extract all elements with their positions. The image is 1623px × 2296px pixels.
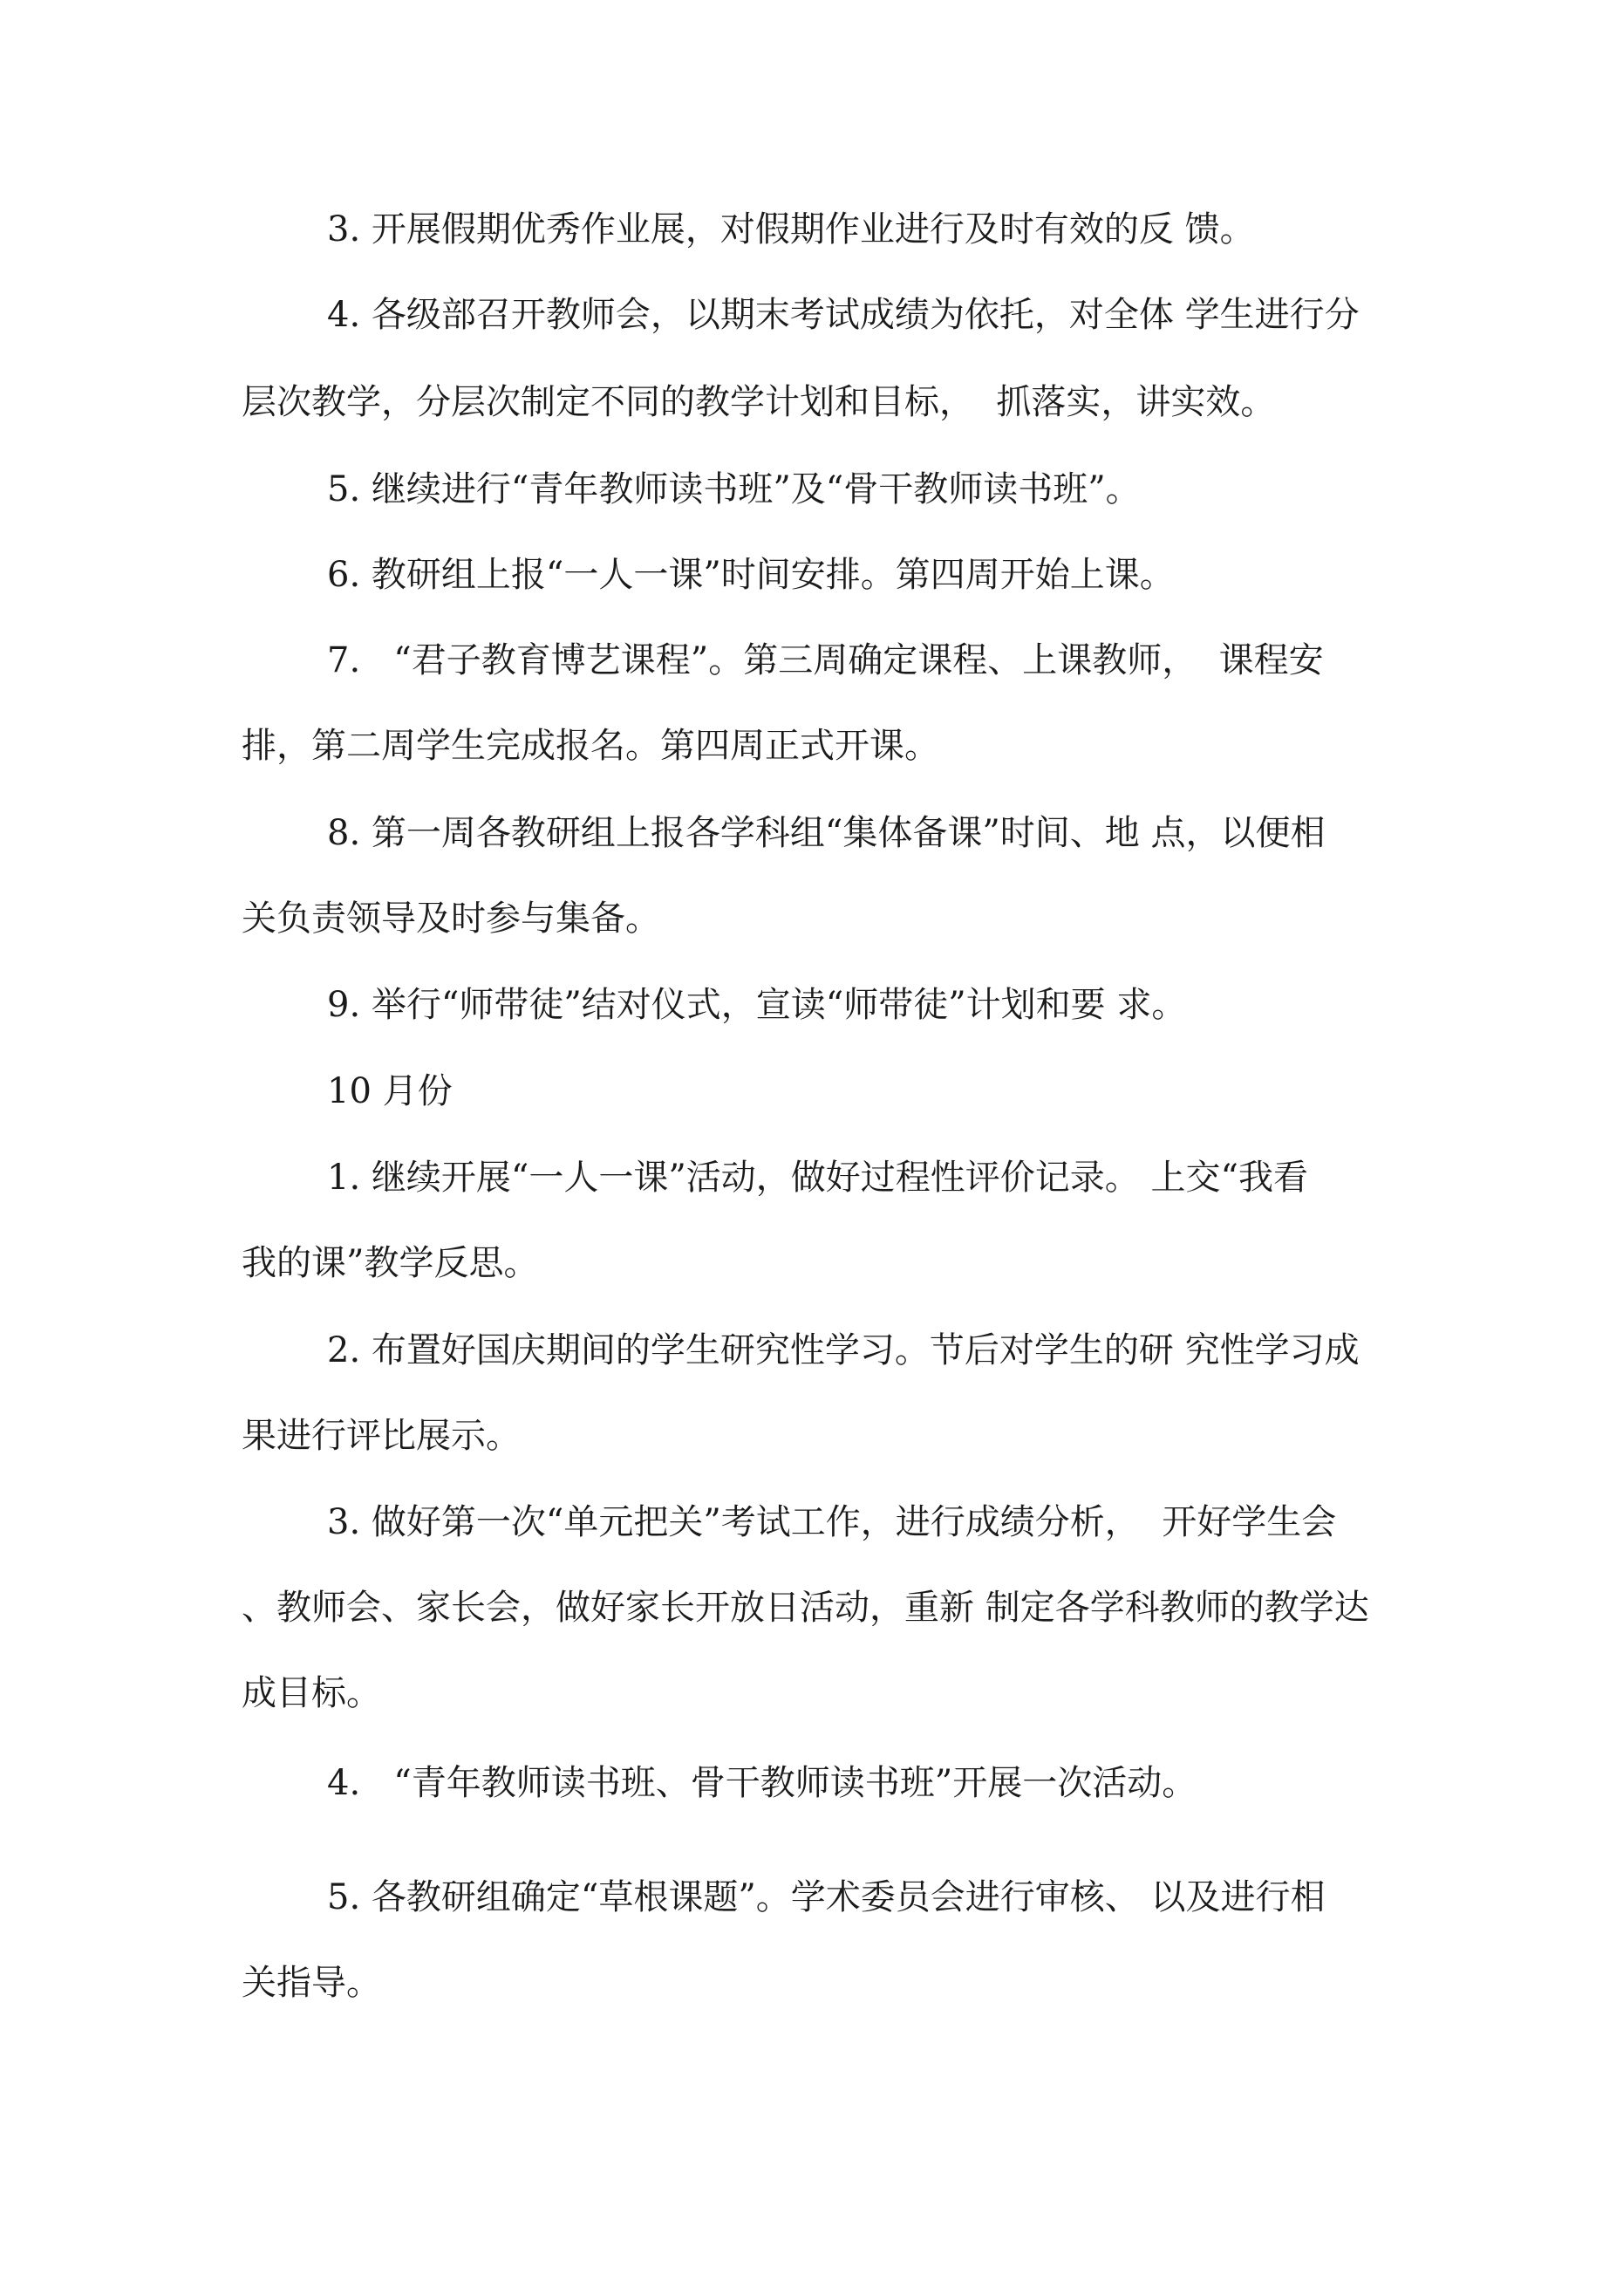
item-4-line-2: 层次教学，分层次制定不同的教学计划和目标， 抓落实，讲实效。 (242, 382, 1276, 422)
oct-item-3-line-2: 、教师会、家长会，做好家长开放日活动，重新 制定各学科教师的教学达 (242, 1588, 1369, 1628)
oct-item-1-line-1: 1. 继续开展“一人一课”活动，做好过程性评价记录。 上交“我看 (327, 1158, 1308, 1198)
item-8-line-1: 8. 第一周各教研组上报各学科组“集体备课”时间、地 点，以便相 (327, 813, 1326, 853)
item-6-line-1: 6. 教研组上报“一人一课”时间安排。第四周开始上课。 (327, 555, 1175, 595)
oct-item-3-line-3: 成目标。 (242, 1673, 381, 1713)
oct-item-2-line-2: 果进行评比展示。 (242, 1416, 521, 1456)
item-7-line-2: 排，第二周学生完成报名。第四周正式开课。 (242, 726, 939, 766)
oct-item-2-line-1: 2. 布置好国庆期间的学生研究性学习。节后对学生的研 究性学习成 (327, 1330, 1360, 1370)
item-5-line-1: 5. 继续进行“青年教师读书班”及“骨干教师读书班”。 (327, 469, 1141, 509)
item-8-line-2: 关负责领导及时参与集备。 (242, 899, 660, 939)
oct-item-1-line-2: 我的课”教学反思。 (242, 1243, 539, 1283)
item-7-line-1: 7. “君子教育博艺课程”。第三周确定课程、上课教师， 课程安 (327, 640, 1324, 680)
oct-item-4-line-1: 4. “青年教师读书班、骨干教师读书班”开展一次活动。 (327, 1763, 1197, 1803)
oct-item-3-line-1: 3. 做好第一次“单元把关”考试工作，进行成绩分析， 开好学生会 (327, 1502, 1337, 1542)
item-4-line-1: 4. 各级部召开教师会，以期末考试成绩为依托，对全体 学生进行分 (327, 295, 1360, 335)
oct-item-5-line-1: 5. 各教研组确定“草根课题”。学术委员会进行审核、 以及进行相 (327, 1877, 1326, 1917)
item-3-line-1: 3. 开展假期优秀作业展，对假期作业进行及时有效的反 馈。 (327, 209, 1255, 249)
month-heading: 10 月份 (327, 1071, 453, 1111)
item-9-line-1: 9. 举行“师带徒”结对仪式，宣读“师带徒”计划和要 求。 (327, 985, 1187, 1025)
oct-item-5-line-2: 关指导。 (242, 1963, 381, 2003)
